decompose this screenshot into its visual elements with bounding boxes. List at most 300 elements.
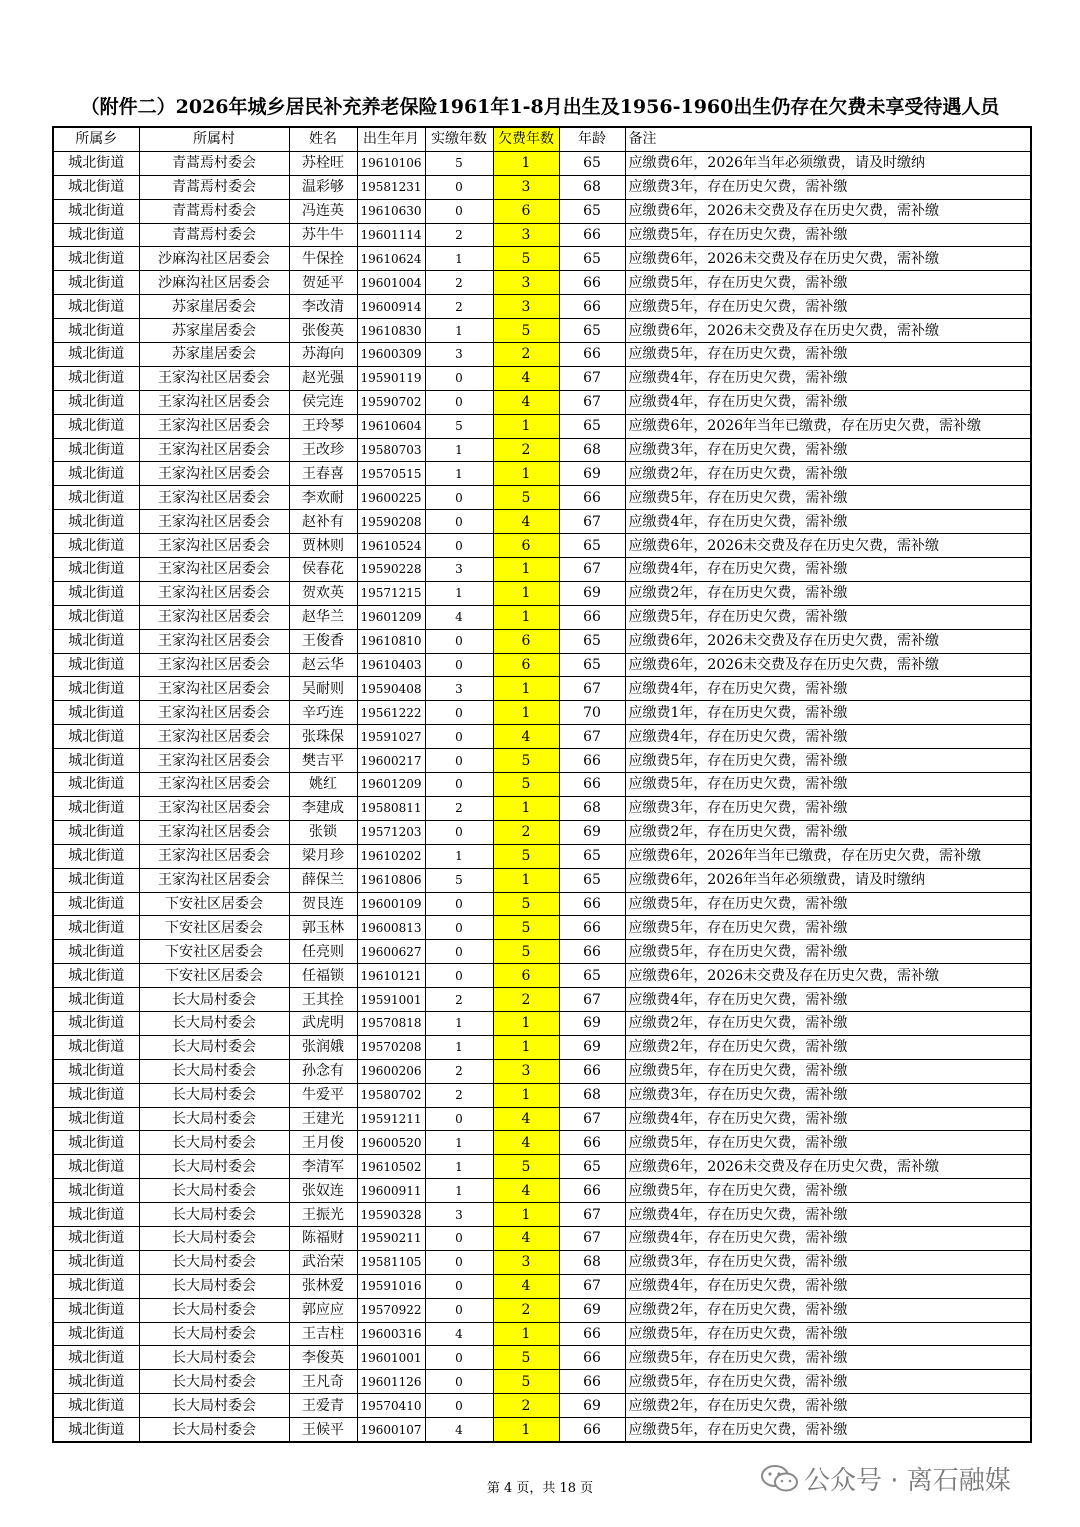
table-row xyxy=(53,773,1031,797)
cell-township: 城北街道 xyxy=(53,151,139,175)
cell-age: 67 xyxy=(559,1203,625,1227)
cell-name: 贺艮连 xyxy=(289,892,357,916)
cell-name: 苏海向 xyxy=(289,343,357,367)
table-row xyxy=(53,558,1031,582)
cell-age: 66 xyxy=(559,1370,625,1394)
table-row xyxy=(53,1203,1031,1227)
cell-remarks: 应缴费2年，存在历史欠费，需补缴 xyxy=(625,1298,1031,1322)
table-row xyxy=(53,1107,1031,1131)
cell-paid-years: 1 xyxy=(425,247,493,271)
cell-village: 长大局村委会 xyxy=(139,1083,289,1107)
table-row xyxy=(53,1155,1031,1179)
table-row xyxy=(53,581,1031,605)
cell-village: 王家沟社区居委会 xyxy=(139,366,289,390)
cell-remarks: 应缴费6年，2026未交费及存在历史欠费，需补缴 xyxy=(625,964,1031,988)
cell-township: 城北街道 xyxy=(53,1418,139,1442)
cell-paid-years: 0 xyxy=(425,1250,493,1274)
table-row xyxy=(53,725,1031,749)
table-row xyxy=(53,295,1031,319)
cell-paid-years: 5 xyxy=(425,151,493,175)
table-body xyxy=(53,151,1031,1442)
cell-village: 王家沟社区居委会 xyxy=(139,701,289,725)
cell-paid-years: 2 xyxy=(425,271,493,295)
cell-arrears-years: 3 xyxy=(493,1059,559,1083)
cell-age: 65 xyxy=(559,653,625,677)
cell-name: 郭玉林 xyxy=(289,916,357,940)
cell-name: 王建光 xyxy=(289,1107,357,1131)
cell-remarks: 应缴费5年，存在历史欠费，需补缴 xyxy=(625,605,1031,629)
cell-remarks: 应缴费5年，存在历史欠费，需补缴 xyxy=(625,271,1031,295)
cell-village: 青蒿焉村委会 xyxy=(139,151,289,175)
cell-name: 王其拴 xyxy=(289,988,357,1012)
cell-name: 张俊英 xyxy=(289,319,357,343)
cell-birth: 19600813 xyxy=(357,916,425,940)
cell-age: 66 xyxy=(559,295,625,319)
table-row xyxy=(53,653,1031,677)
cell-village: 青蒿焉村委会 xyxy=(139,199,289,223)
cell-arrears-years: 1 xyxy=(493,151,559,175)
header-paid-years: 实缴年数 xyxy=(425,127,493,151)
cell-village: 苏家崖居委会 xyxy=(139,319,289,343)
cell-age: 68 xyxy=(559,438,625,462)
cell-paid-years: 0 xyxy=(425,725,493,749)
page-title: （附件二）2026年城乡居民补充养老保险1961年1-8月出生及1956-1960出生仍存在欠费未享受待遇人员 xyxy=(80,96,1000,118)
cell-village: 长大局村委会 xyxy=(139,1370,289,1394)
cell-township: 城北街道 xyxy=(53,1274,139,1298)
cell-remarks: 应缴费1年，存在历史欠费，需补缴 xyxy=(625,701,1031,725)
cell-remarks: 应缴费2年，存在历史欠费，需补缴 xyxy=(625,581,1031,605)
cell-remarks: 应缴费5年，存在历史欠费，需补缴 xyxy=(625,940,1031,964)
header-township: 所属乡 xyxy=(53,127,139,151)
cell-remarks: 应缴费5年，存在历史欠费，需补缴 xyxy=(625,1346,1031,1370)
cell-remarks: 应缴费5年，存在历史欠费，需补缴 xyxy=(625,1418,1031,1442)
table-row xyxy=(53,1394,1031,1418)
cell-village: 王家沟社区居委会 xyxy=(139,868,289,892)
cell-paid-years: 1 xyxy=(425,438,493,462)
cell-age: 67 xyxy=(559,390,625,414)
cell-township: 城北街道 xyxy=(53,1011,139,1035)
cell-birth: 19610403 xyxy=(357,653,425,677)
cell-remarks: 应缴费2年，存在历史欠费，需补缴 xyxy=(625,1394,1031,1418)
cell-paid-years: 0 xyxy=(425,510,493,534)
cell-paid-years: 5 xyxy=(425,868,493,892)
cell-name: 郭应应 xyxy=(289,1298,357,1322)
cell-birth: 19610106 xyxy=(357,151,425,175)
cell-birth: 19590211 xyxy=(357,1226,425,1250)
cell-name: 张林爱 xyxy=(289,1274,357,1298)
cell-arrears-years: 4 xyxy=(493,1274,559,1298)
cell-remarks: 应缴费3年，存在历史欠费，需补缴 xyxy=(625,1250,1031,1274)
cell-arrears-years: 1 xyxy=(493,677,559,701)
cell-age: 68 xyxy=(559,175,625,199)
table-row xyxy=(53,988,1031,1012)
cell-age: 67 xyxy=(559,1274,625,1298)
cell-township: 城北街道 xyxy=(53,1059,139,1083)
table-row xyxy=(53,1322,1031,1346)
cell-arrears-years: 2 xyxy=(493,1394,559,1418)
cell-age: 69 xyxy=(559,462,625,486)
cell-paid-years: 0 xyxy=(425,892,493,916)
cell-village: 王家沟社区居委会 xyxy=(139,677,289,701)
cell-remarks: 应缴费5年，存在历史欠费，需补缴 xyxy=(625,1131,1031,1155)
cell-name: 牛爱平 xyxy=(289,1083,357,1107)
table-row xyxy=(53,175,1031,199)
cell-arrears-years: 6 xyxy=(493,534,559,558)
page-number: 第 4 页，共 18 页 xyxy=(486,1481,594,1496)
cell-name: 苏栓旺 xyxy=(289,151,357,175)
cell-township: 城北街道 xyxy=(53,940,139,964)
cell-age: 69 xyxy=(559,1011,625,1035)
cell-arrears-years: 5 xyxy=(493,247,559,271)
cell-name: 孙念有 xyxy=(289,1059,357,1083)
cell-age: 65 xyxy=(559,151,625,175)
cell-arrears-years: 1 xyxy=(493,1418,559,1442)
table-row xyxy=(53,1250,1031,1274)
cell-township: 城北街道 xyxy=(53,1370,139,1394)
cell-village: 青蒿焉村委会 xyxy=(139,175,289,199)
cell-township: 城北街道 xyxy=(53,749,139,773)
cell-village: 王家沟社区居委会 xyxy=(139,653,289,677)
cell-birth: 19600109 xyxy=(357,892,425,916)
cell-paid-years: 0 xyxy=(425,1346,493,1370)
cell-township: 城北街道 xyxy=(53,796,139,820)
cell-arrears-years: 6 xyxy=(493,964,559,988)
cell-arrears-years: 1 xyxy=(493,581,559,605)
cell-township: 城北街道 xyxy=(53,1322,139,1346)
cell-remarks: 应缴费4年，存在历史欠费，需补缴 xyxy=(625,1226,1031,1250)
cell-village: 长大局村委会 xyxy=(139,1274,289,1298)
cell-name: 李建成 xyxy=(289,796,357,820)
cell-birth: 19590228 xyxy=(357,558,425,582)
cell-birth: 19600627 xyxy=(357,940,425,964)
cell-arrears-years: 6 xyxy=(493,199,559,223)
cell-paid-years: 0 xyxy=(425,629,493,653)
cell-village: 青蒿焉村委会 xyxy=(139,223,289,247)
table-row xyxy=(53,1035,1031,1059)
table-row xyxy=(53,605,1031,629)
cell-village: 王家沟社区居委会 xyxy=(139,773,289,797)
cell-age: 65 xyxy=(559,844,625,868)
cell-name: 吴耐则 xyxy=(289,677,357,701)
cell-name: 侯完连 xyxy=(289,390,357,414)
cell-paid-years: 1 xyxy=(425,1011,493,1035)
cell-age: 66 xyxy=(559,916,625,940)
header-village: 所属村 xyxy=(139,127,289,151)
cell-township: 城北街道 xyxy=(53,1035,139,1059)
cell-township: 城北街道 xyxy=(53,581,139,605)
cell-remarks: 应缴费4年，存在历史欠费，需补缴 xyxy=(625,510,1031,534)
cell-paid-years: 2 xyxy=(425,1083,493,1107)
cell-birth: 19570818 xyxy=(357,1011,425,1035)
cell-age: 65 xyxy=(559,964,625,988)
cell-birth: 19591211 xyxy=(357,1107,425,1131)
cell-paid-years: 4 xyxy=(425,605,493,629)
cell-arrears-years: 5 xyxy=(493,892,559,916)
cell-arrears-years: 4 xyxy=(493,366,559,390)
cell-birth: 19600107 xyxy=(357,1418,425,1442)
table-row xyxy=(53,677,1031,701)
header-arrears-years: 欠费年数 xyxy=(493,127,559,151)
cell-paid-years: 1 xyxy=(425,581,493,605)
cell-name: 武虎明 xyxy=(289,1011,357,1035)
cell-remarks: 应缴费5年，存在历史欠费，需补缴 xyxy=(625,749,1031,773)
table-row xyxy=(53,916,1031,940)
cell-age: 67 xyxy=(559,1226,625,1250)
cell-age: 66 xyxy=(559,1131,625,1155)
cell-birth: 19610121 xyxy=(357,964,425,988)
table-row xyxy=(53,486,1031,510)
wechat-icon xyxy=(760,1464,800,1494)
cell-village: 王家沟社区居委会 xyxy=(139,629,289,653)
cell-paid-years: 3 xyxy=(425,558,493,582)
cell-age: 66 xyxy=(559,1418,625,1442)
cell-remarks: 应缴费3年，存在历史欠费，需补缴 xyxy=(625,796,1031,820)
cell-paid-years: 0 xyxy=(425,175,493,199)
cell-arrears-years: 2 xyxy=(493,820,559,844)
table-row xyxy=(53,1179,1031,1203)
cell-name: 张润娥 xyxy=(289,1035,357,1059)
cell-remarks: 应缴费3年，存在历史欠费，需补缴 xyxy=(625,438,1031,462)
cell-arrears-years: 4 xyxy=(493,1107,559,1131)
cell-birth: 19570208 xyxy=(357,1035,425,1059)
cell-birth: 19610524 xyxy=(357,534,425,558)
cell-village: 下安社区居委会 xyxy=(139,892,289,916)
cell-township: 城北街道 xyxy=(53,844,139,868)
cell-birth: 19591016 xyxy=(357,1274,425,1298)
cell-township: 城北街道 xyxy=(53,1203,139,1227)
cell-arrears-years: 3 xyxy=(493,175,559,199)
cell-birth: 19561222 xyxy=(357,701,425,725)
cell-age: 67 xyxy=(559,988,625,1012)
cell-birth: 19610810 xyxy=(357,629,425,653)
header-age: 年龄 xyxy=(559,127,625,151)
cell-township: 城北街道 xyxy=(53,486,139,510)
cell-remarks: 应缴费5年，存在历史欠费，需补缴 xyxy=(625,916,1031,940)
cell-birth: 19590119 xyxy=(357,366,425,390)
cell-birth: 19610604 xyxy=(357,414,425,438)
cell-birth: 19590702 xyxy=(357,390,425,414)
cell-birth: 19580703 xyxy=(357,438,425,462)
table-row xyxy=(53,1298,1031,1322)
table-row xyxy=(53,940,1031,964)
cell-arrears-years: 5 xyxy=(493,1155,559,1179)
cell-village: 王家沟社区居委会 xyxy=(139,725,289,749)
cell-age: 70 xyxy=(559,701,625,725)
cell-remarks: 应缴费6年，2026未交费及存在历史欠费，需补缴 xyxy=(625,653,1031,677)
cell-remarks: 应缴费5年，存在历史欠费，需补缴 xyxy=(625,892,1031,916)
cell-village: 长大局村委会 xyxy=(139,1226,289,1250)
table-row xyxy=(53,343,1031,367)
cell-remarks: 应缴费4年，存在历史欠费，需补缴 xyxy=(625,1203,1031,1227)
table-row xyxy=(53,1059,1031,1083)
cell-remarks: 应缴费6年，2026未交费及存在历史欠费，需补缴 xyxy=(625,629,1031,653)
cell-township: 城北街道 xyxy=(53,988,139,1012)
cell-township: 城北街道 xyxy=(53,390,139,414)
cell-age: 67 xyxy=(559,366,625,390)
cell-township: 城北街道 xyxy=(53,414,139,438)
cell-paid-years: 2 xyxy=(425,1059,493,1083)
cell-paid-years: 4 xyxy=(425,1418,493,1442)
cell-name: 牛保拴 xyxy=(289,247,357,271)
cell-township: 城北街道 xyxy=(53,868,139,892)
cell-birth: 19570922 xyxy=(357,1298,425,1322)
cell-township: 城北街道 xyxy=(53,534,139,558)
cell-birth: 19610830 xyxy=(357,319,425,343)
cell-paid-years: 0 xyxy=(425,1370,493,1394)
cell-birth: 19610630 xyxy=(357,199,425,223)
cell-arrears-years: 5 xyxy=(493,486,559,510)
cell-village: 长大局村委会 xyxy=(139,1155,289,1179)
cell-age: 66 xyxy=(559,1059,625,1083)
cell-arrears-years: 1 xyxy=(493,1011,559,1035)
cell-birth: 19571203 xyxy=(357,820,425,844)
cell-name: 辛巧连 xyxy=(289,701,357,725)
cell-age: 67 xyxy=(559,510,625,534)
cell-arrears-years: 3 xyxy=(493,271,559,295)
table-row xyxy=(53,271,1031,295)
cell-paid-years: 3 xyxy=(425,677,493,701)
cell-birth: 19600217 xyxy=(357,749,425,773)
cell-birth: 19591001 xyxy=(357,988,425,1012)
cell-age: 69 xyxy=(559,1394,625,1418)
cell-arrears-years: 5 xyxy=(493,1370,559,1394)
cell-paid-years: 0 xyxy=(425,1107,493,1131)
cell-village: 王家沟社区居委会 xyxy=(139,414,289,438)
cell-paid-years: 1 xyxy=(425,462,493,486)
cell-remarks: 应缴费6年，2026未交费及存在历史欠费，需补缴 xyxy=(625,319,1031,343)
cell-age: 67 xyxy=(559,725,625,749)
table-row xyxy=(53,701,1031,725)
cell-village: 长大局村委会 xyxy=(139,1418,289,1442)
cell-age: 65 xyxy=(559,247,625,271)
table-row xyxy=(53,534,1031,558)
cell-arrears-years: 6 xyxy=(493,629,559,653)
cell-birth: 19600316 xyxy=(357,1322,425,1346)
table-row xyxy=(53,247,1031,271)
table-row xyxy=(53,1274,1031,1298)
cell-remarks: 应缴费2年，存在历史欠费，需补缴 xyxy=(625,1011,1031,1035)
cell-remarks: 应缴费6年，2026未交费及存在历史欠费，需补缴 xyxy=(625,1155,1031,1179)
cell-name: 武治荣 xyxy=(289,1250,357,1274)
cell-remarks: 应缴费6年，2026年当年必须缴费，请及时缴纳 xyxy=(625,151,1031,175)
cell-birth: 19601114 xyxy=(357,223,425,247)
cell-township: 城北街道 xyxy=(53,510,139,534)
table-row xyxy=(53,414,1031,438)
cell-name: 姚红 xyxy=(289,773,357,797)
cell-village: 王家沟社区居委会 xyxy=(139,486,289,510)
cell-birth: 19581231 xyxy=(357,175,425,199)
cell-arrears-years: 1 xyxy=(493,1322,559,1346)
cell-age: 67 xyxy=(559,1107,625,1131)
cell-paid-years: 0 xyxy=(425,964,493,988)
cell-village: 长大局村委会 xyxy=(139,1346,289,1370)
cell-paid-years: 0 xyxy=(425,390,493,414)
cell-remarks: 应缴费5年，存在历史欠费，需补缴 xyxy=(625,1322,1031,1346)
cell-age: 66 xyxy=(559,940,625,964)
cell-name: 梁月珍 xyxy=(289,844,357,868)
cell-birth: 19600225 xyxy=(357,486,425,510)
cell-age: 69 xyxy=(559,1035,625,1059)
cell-township: 城北街道 xyxy=(53,605,139,629)
cell-remarks: 应缴费2年，存在历史欠费，需补缴 xyxy=(625,462,1031,486)
cell-name: 赵补有 xyxy=(289,510,357,534)
cell-birth: 19581105 xyxy=(357,1250,425,1274)
cell-township: 城北街道 xyxy=(53,1179,139,1203)
cell-village: 王家沟社区居委会 xyxy=(139,462,289,486)
cell-township: 城北街道 xyxy=(53,1155,139,1179)
cell-remarks: 应缴费6年，2026年当年已缴费，存在历史欠费，需补缴 xyxy=(625,844,1031,868)
cell-name: 李改清 xyxy=(289,295,357,319)
cell-paid-years: 1 xyxy=(425,844,493,868)
cell-township: 城北街道 xyxy=(53,271,139,295)
cell-birth: 19601001 xyxy=(357,1346,425,1370)
cell-remarks: 应缴费4年，存在历史欠费，需补缴 xyxy=(625,390,1031,414)
table-row xyxy=(53,1131,1031,1155)
cell-village: 长大局村委会 xyxy=(139,1203,289,1227)
cell-remarks: 应缴费5年，存在历史欠费，需补缴 xyxy=(625,223,1031,247)
cell-arrears-years: 4 xyxy=(493,510,559,534)
cell-paid-years: 2 xyxy=(425,223,493,247)
table-row xyxy=(53,223,1031,247)
cell-birth: 19600520 xyxy=(357,1131,425,1155)
cell-birth: 19590208 xyxy=(357,510,425,534)
cell-township: 城北街道 xyxy=(53,1346,139,1370)
cell-township: 城北街道 xyxy=(53,725,139,749)
table-row xyxy=(53,749,1031,773)
cell-age: 66 xyxy=(559,343,625,367)
cell-age: 67 xyxy=(559,558,625,582)
cell-arrears-years: 1 xyxy=(493,558,559,582)
cell-village: 王家沟社区居委会 xyxy=(139,510,289,534)
cell-paid-years: 1 xyxy=(425,1131,493,1155)
cell-village: 王家沟社区居委会 xyxy=(139,749,289,773)
cell-village: 长大局村委会 xyxy=(139,1107,289,1131)
cell-birth: 19600206 xyxy=(357,1059,425,1083)
cell-arrears-years: 3 xyxy=(493,223,559,247)
cell-arrears-years: 5 xyxy=(493,749,559,773)
table-row xyxy=(53,796,1031,820)
cell-remarks: 应缴费2年，存在历史欠费，需补缴 xyxy=(625,820,1031,844)
cell-name: 张珠保 xyxy=(289,725,357,749)
cell-township: 城北街道 xyxy=(53,629,139,653)
cell-arrears-years: 1 xyxy=(493,414,559,438)
cell-arrears-years: 1 xyxy=(493,462,559,486)
cell-name: 贾林则 xyxy=(289,534,357,558)
cell-village: 下安社区居委会 xyxy=(139,964,289,988)
cell-arrears-years: 1 xyxy=(493,868,559,892)
cell-name: 樊吉平 xyxy=(289,749,357,773)
cell-township: 城北街道 xyxy=(53,820,139,844)
cell-name: 李欢耐 xyxy=(289,486,357,510)
cell-name: 李清军 xyxy=(289,1155,357,1179)
cell-township: 城北街道 xyxy=(53,1394,139,1418)
cell-name: 温彩够 xyxy=(289,175,357,199)
cell-township: 城北街道 xyxy=(53,916,139,940)
table-row xyxy=(53,1083,1031,1107)
cell-paid-years: 0 xyxy=(425,366,493,390)
table-row xyxy=(53,319,1031,343)
cell-age: 65 xyxy=(559,534,625,558)
cell-paid-years: 1 xyxy=(425,1035,493,1059)
cell-arrears-years: 5 xyxy=(493,773,559,797)
cell-remarks: 应缴费4年，存在历史欠费，需补缴 xyxy=(625,677,1031,701)
cell-remarks: 应缴费5年，存在历史欠费，需补缴 xyxy=(625,1059,1031,1083)
cell-name: 贺欢英 xyxy=(289,581,357,605)
cell-paid-years: 0 xyxy=(425,1226,493,1250)
cell-remarks: 应缴费4年，存在历史欠费，需补缴 xyxy=(625,988,1031,1012)
cell-name: 李俊英 xyxy=(289,1346,357,1370)
cell-birth: 19600309 xyxy=(357,343,425,367)
